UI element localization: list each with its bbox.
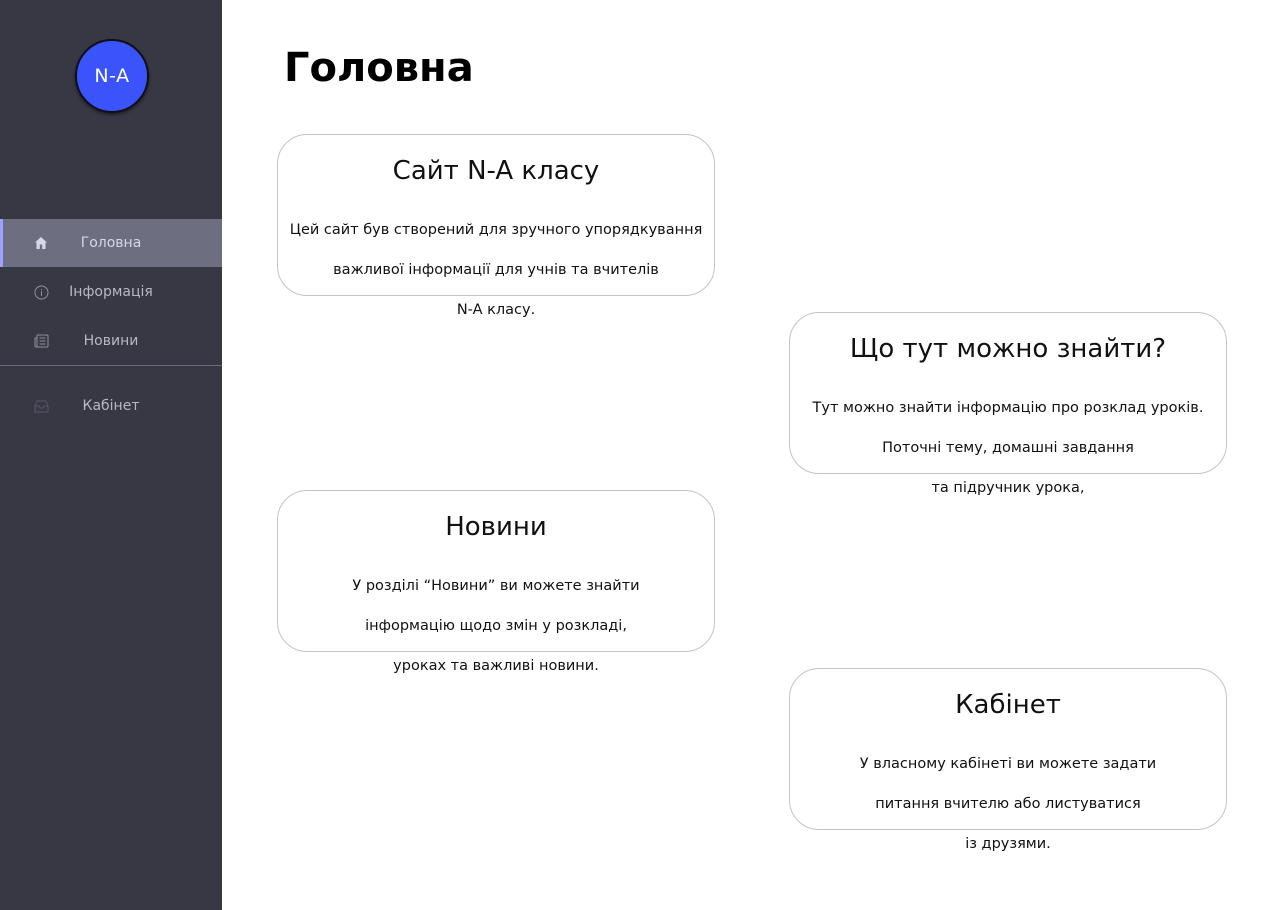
card-title: Новини	[445, 512, 547, 542]
card-cabinet	[789, 668, 1227, 852]
sidebar-item-label: Головна	[80, 235, 142, 251]
sidebar-item-label: Інформація	[69, 284, 153, 300]
card-title: Що тут можно знайти?	[849, 334, 1167, 364]
card-text-line: важливої інформації для учнів та вчителів	[333, 262, 659, 278]
sidebar-item-home[interactable]	[0, 219, 222, 267]
card-text	[793, 734, 1223, 874]
card-title: Кабінет	[955, 690, 1061, 720]
card-text-line: У розділі “Новини” ви можете знайти	[352, 578, 640, 594]
card-text-line: У власному кабінеті ви можете задати	[859, 756, 1157, 772]
card-text-line: інформацію щодо змін у розкладі,	[365, 618, 627, 634]
card-text-line: із друзями.	[965, 836, 1051, 852]
card-text	[793, 378, 1223, 518]
logo-text: N-A	[94, 65, 130, 87]
card-text-line: питання вчителю або листуватися	[875, 796, 1141, 812]
card-text-line: N-A класу.	[456, 302, 536, 318]
sidebar-item-cabinet[interactable]	[0, 382, 222, 430]
card-text	[281, 200, 711, 340]
sidebar-item-info[interactable]	[0, 268, 222, 316]
card-text-line: уроках та важливі новини.	[393, 658, 599, 674]
sidebar-item-label: Кабінет	[82, 398, 140, 414]
card-about-site	[277, 134, 715, 318]
card-what-to-find	[789, 312, 1227, 496]
card-text-line: та підручник урока,	[931, 480, 1085, 496]
card-text-line: Цей сайт був створений для зручного упорядкування	[289, 222, 703, 238]
card-text	[281, 556, 711, 696]
card-news	[277, 490, 715, 674]
page-title: Головна	[284, 45, 474, 91]
sidebar	[0, 0, 222, 910]
sidebar-item-news[interactable]	[0, 317, 222, 365]
sidebar-divider	[0, 365, 222, 366]
card-title: Сайт N-A класу	[392, 156, 600, 186]
card-text-line: Поточні тему, домашні завдання	[882, 440, 1134, 456]
logo-badge[interactable]	[75, 39, 149, 113]
sidebar-item-label: Новини	[83, 333, 139, 349]
card-text-line: Тут можно знайти інформацію про розклад уроків.	[812, 400, 1204, 416]
